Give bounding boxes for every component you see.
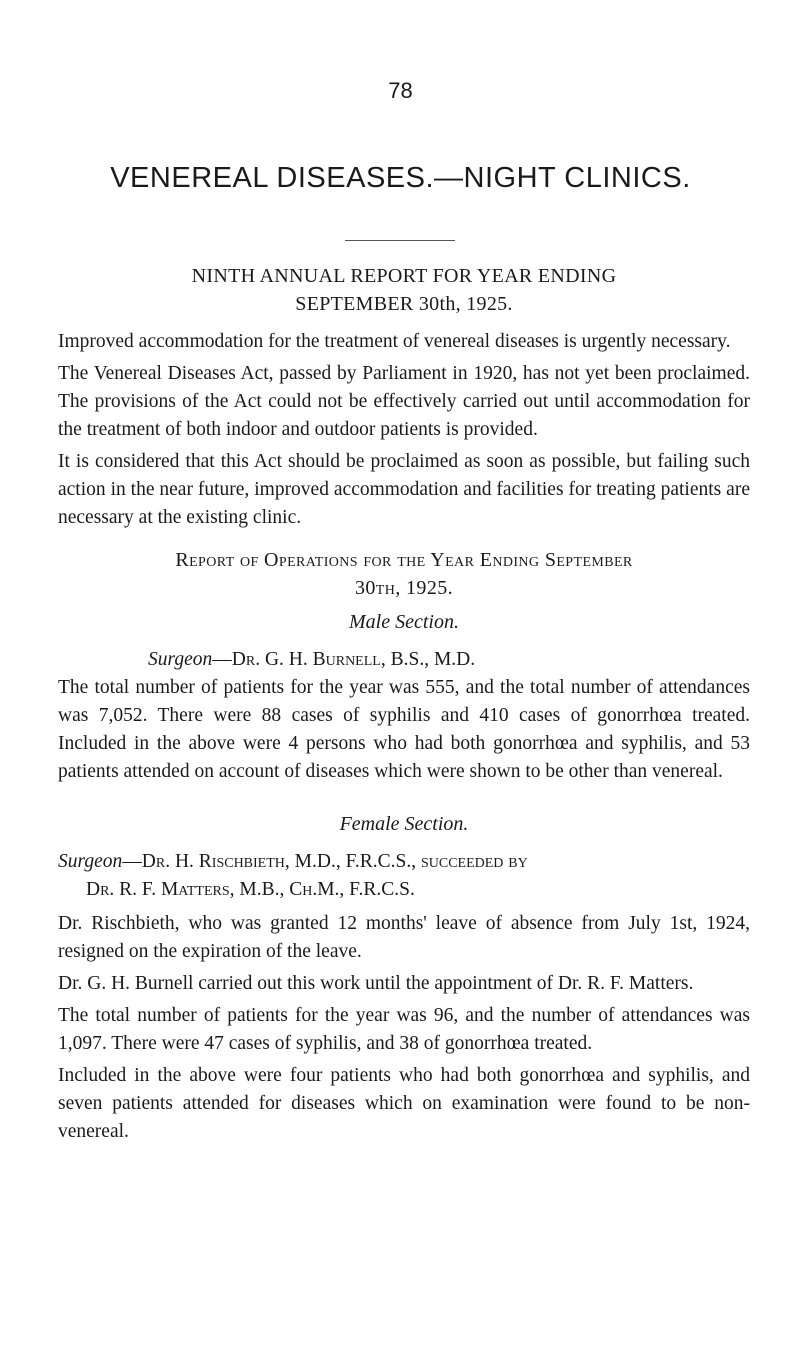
- intro-paragraph-2: The Venereal Diseases Act, passed by Parliament in 1920, has not yet been proclaimed. The provisions of the Act could not be effectively carried out until accommodation for the treatment of both indoor and outdoor patients is provided.: [58, 363, 750, 440]
- female-section-title: Female Section.: [339, 813, 469, 835]
- female-surgeon-label: Surgeon: [58, 851, 123, 872]
- male-surgeon-name: —Dr. G. H. Burnell, B.S., M.D.: [212, 649, 476, 670]
- report-heading-line-1: Report of Operations for the Year Ending September: [175, 549, 633, 571]
- male-surgeon-line: [58, 646, 750, 674]
- female-surgeon-line: [58, 848, 750, 904]
- title-divider: [345, 240, 455, 241]
- page-number: 78: [388, 78, 413, 103]
- page-title: VENEREAL DISEASES.—NIGHT CLINICS.: [110, 162, 691, 194]
- female-paragraph-1: Dr. Rischbieth, who was granted 12 months' leave of absence from July 1st, 1924, resigned on the expiration of the leave.: [58, 913, 750, 962]
- report-subtitle: [58, 262, 750, 318]
- female-surgeon-line-2: Dr. R. F. Matters, M.B., Ch.M., F.R.C.S.: [86, 879, 415, 900]
- female-paragraph-3: The total number of patients for the year was 96, and the number of attendances was 1,097. There were 47 cases of syphilis, and 38 of gonorrhœa treated.: [58, 1005, 750, 1054]
- male-surgeon-label: Surgeon: [148, 649, 213, 670]
- intro-paragraph-3: It is considered that this Act should be proclaimed as soon as possible, but failing such action in the near future, improved accommodation and facilities for treating patients are necessary at the existing clinic.: [58, 451, 750, 528]
- male-section-paragraph: The total number of patients for the year was 555, and the total number of attendances was 7,052. There were 88 cases of syphilis and 410 cases of gonorrhœa treated. Included in the above were 4 persons who had both gonorrhœa and syphilis, and 53 patients attended on account of diseases which were shown to be other than venereal.: [58, 677, 750, 782]
- female-paragraph-2: Dr. G. H. Burnell carried out this work until the appointment of Dr. R. F. Matters.: [58, 973, 694, 994]
- report-heading: [58, 546, 750, 602]
- report-heading-line-2: 30th, 1925.: [354, 577, 454, 599]
- subtitle-line-2: SEPTEMBER 30th, 1925.: [295, 293, 513, 315]
- male-section-title: Male Section.: [349, 611, 459, 633]
- subtitle-line-1: NINTH ANNUAL REPORT FOR YEAR ENDING: [191, 265, 617, 287]
- intro-paragraph-1: Improved accommodation for the treatment of venereal diseases is urgently necessary.: [58, 331, 731, 352]
- document-body: [58, 262, 750, 1150]
- female-surgeon-line-1: —Dr. H. Rischbieth, M.D., F.R.C.S., succeeded by: [122, 851, 528, 872]
- female-paragraph-4: Included in the above were four patients who had both gonorrhœa and syphilis, and seven patients attended for diseases which on examination were found to be non-venereal.: [58, 1065, 750, 1142]
